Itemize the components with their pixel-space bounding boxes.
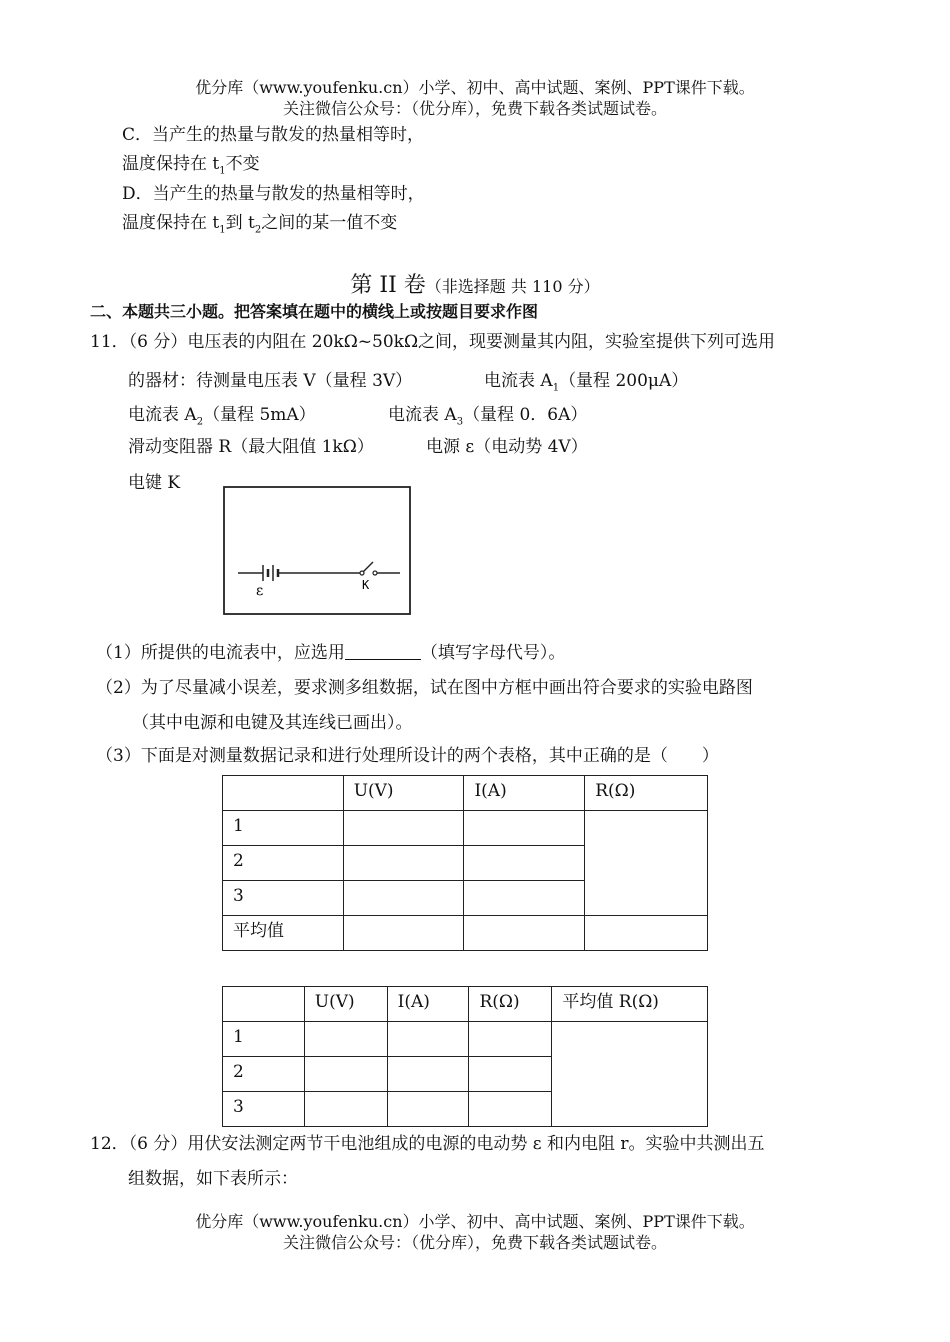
switch-contact bbox=[373, 571, 377, 575]
circuit-frame bbox=[224, 487, 410, 614]
table-cell bbox=[552, 1022, 708, 1127]
table-1-row-label: 平均值 bbox=[223, 916, 344, 951]
q11-equipment-rheostat: 滑动变阻器 R（最大阻值 1kΩ） bbox=[128, 437, 374, 457]
table-cell bbox=[585, 916, 708, 951]
table-cell bbox=[387, 1022, 469, 1057]
table-1-header-cell: R(Ω) bbox=[585, 776, 708, 811]
table-cell bbox=[343, 811, 464, 846]
q11-part-1: （1）所提供的电流表中，应选用 （填写字母代号）。 bbox=[96, 643, 566, 663]
option-c-line-1: C．当产生的热量与散发的热量相等时， bbox=[122, 125, 425, 145]
table-cell bbox=[469, 1092, 552, 1127]
key-label: K bbox=[362, 578, 370, 592]
q11-equipment-source: 电源 ε（电动势 4V） bbox=[426, 437, 588, 457]
data-table-2 bbox=[222, 986, 708, 1127]
table-cell bbox=[387, 1092, 469, 1127]
switch-lever bbox=[363, 562, 373, 572]
table-1-header-row bbox=[223, 776, 708, 811]
table-cell bbox=[304, 1022, 387, 1057]
option-c-line-2: 温度保持在 $t_1$不变 bbox=[122, 154, 260, 177]
table-row bbox=[223, 916, 708, 951]
header-line-1: 优分库（www.youfenku.cn）小学、初中、高中试题、案例、PPT课件下载。 bbox=[195, 78, 755, 97]
table-1-header-cell bbox=[223, 776, 344, 811]
table-2-header-cell: R(Ω) bbox=[469, 987, 552, 1022]
section-title-sub: （非选择题 共 110 分） bbox=[425, 277, 600, 296]
table-2-header-cell bbox=[223, 987, 305, 1022]
q11-equipment-a2: 电流表 $A_2$（量程 5mA） bbox=[128, 405, 316, 428]
circuit-diagram bbox=[220, 485, 416, 617]
q11-equipment-a1: 电流表 $A_1$（量程 200μA） bbox=[484, 371, 689, 394]
section-title bbox=[0, 268, 950, 299]
table-row bbox=[223, 1022, 708, 1057]
table-cell bbox=[304, 1057, 387, 1092]
table-2-row-label: 1 bbox=[223, 1022, 305, 1057]
footer-line-1: 优分库（www.youfenku.cn）小学、初中、高中试题、案例、PPT课件下载。 bbox=[195, 1212, 755, 1231]
q11-equipment-key: 电键 K bbox=[128, 473, 181, 493]
table-cell bbox=[343, 846, 464, 881]
table-2-row-label: 2 bbox=[223, 1057, 305, 1092]
table-cell bbox=[343, 881, 464, 916]
q11-part-2-line-2: （其中电源和电键及其连线已画出）。 bbox=[132, 713, 413, 733]
table-1-row-label: 1 bbox=[223, 811, 344, 846]
q11-line-1: 11．（6 分）电压表的内阻在 20kΩ~50kΩ之间，现要测量其内阻，实验室提供下列可选用 bbox=[90, 332, 776, 352]
table-2-header-cell: U(V) bbox=[304, 987, 387, 1022]
table-1-row-label: 3 bbox=[223, 881, 344, 916]
table-1-header-cell: U(V) bbox=[343, 776, 464, 811]
section-heading: 二、本题共三小题。把答案填在题中的横线上或按题目要求作图 bbox=[90, 302, 539, 321]
footer-line-2: 关注微信公众号：（优分库），免费下载各类试题试卷。 bbox=[282, 1233, 667, 1252]
table-row bbox=[223, 811, 708, 846]
data-table-1 bbox=[222, 775, 708, 951]
section-title-main: 第 II 卷 bbox=[350, 273, 426, 298]
table-cell bbox=[464, 916, 585, 951]
q11-part-2-line-1: （2）为了尽量减小误差，要求测多组数据，试在图中方框中画出符合要求的实验电路图 bbox=[96, 678, 753, 698]
header-line-2: 关注微信公众号：（优分库），免费下载各类试题试卷。 bbox=[282, 99, 667, 118]
q12-line-1: 12．（6 分）用伏安法测定两节干电池组成的电源的电动势 ε 和内电阻 r。实验中共测出五 bbox=[90, 1134, 765, 1154]
table-cell bbox=[343, 916, 464, 951]
table-2-header-cell: 平均值 R(Ω) bbox=[552, 987, 708, 1022]
table-2-header-cell: I(A) bbox=[387, 987, 469, 1022]
table-cell bbox=[387, 1057, 469, 1092]
table-cell bbox=[304, 1092, 387, 1127]
table-2-row-label: 3 bbox=[223, 1092, 305, 1127]
q11-equipment-voltmeter: 的器材：待测量电压表 V（量程 3V） bbox=[128, 371, 413, 391]
q11-part-3: （3）下面是对测量数据记录和进行处理所设计的两个表格，其中正确的是（ ） bbox=[96, 746, 719, 766]
table-cell bbox=[585, 811, 708, 916]
table-1-row-label: 2 bbox=[223, 846, 344, 881]
table-cell bbox=[469, 1022, 552, 1057]
table-cell bbox=[464, 881, 585, 916]
table-2-header-row bbox=[223, 987, 708, 1022]
option-d-line-2: 温度保持在 $t_1$到 $t_2$之间的某一值不变 bbox=[122, 213, 398, 236]
table-cell bbox=[464, 811, 585, 846]
answer-blank[interactable] bbox=[345, 643, 421, 660]
q11-equipment-a3: 电流表 $A_3$（量程 0．6A） bbox=[388, 405, 588, 428]
table-1-header-cell: I(A) bbox=[464, 776, 585, 811]
q12-line-2: 组数据，如下表所示： bbox=[128, 1169, 298, 1189]
table-cell bbox=[464, 846, 585, 881]
table-cell bbox=[469, 1057, 552, 1092]
emf-label: ε bbox=[256, 583, 264, 599]
option-d-line-1: D．当产生的热量与散发的热量相等时， bbox=[122, 184, 425, 204]
